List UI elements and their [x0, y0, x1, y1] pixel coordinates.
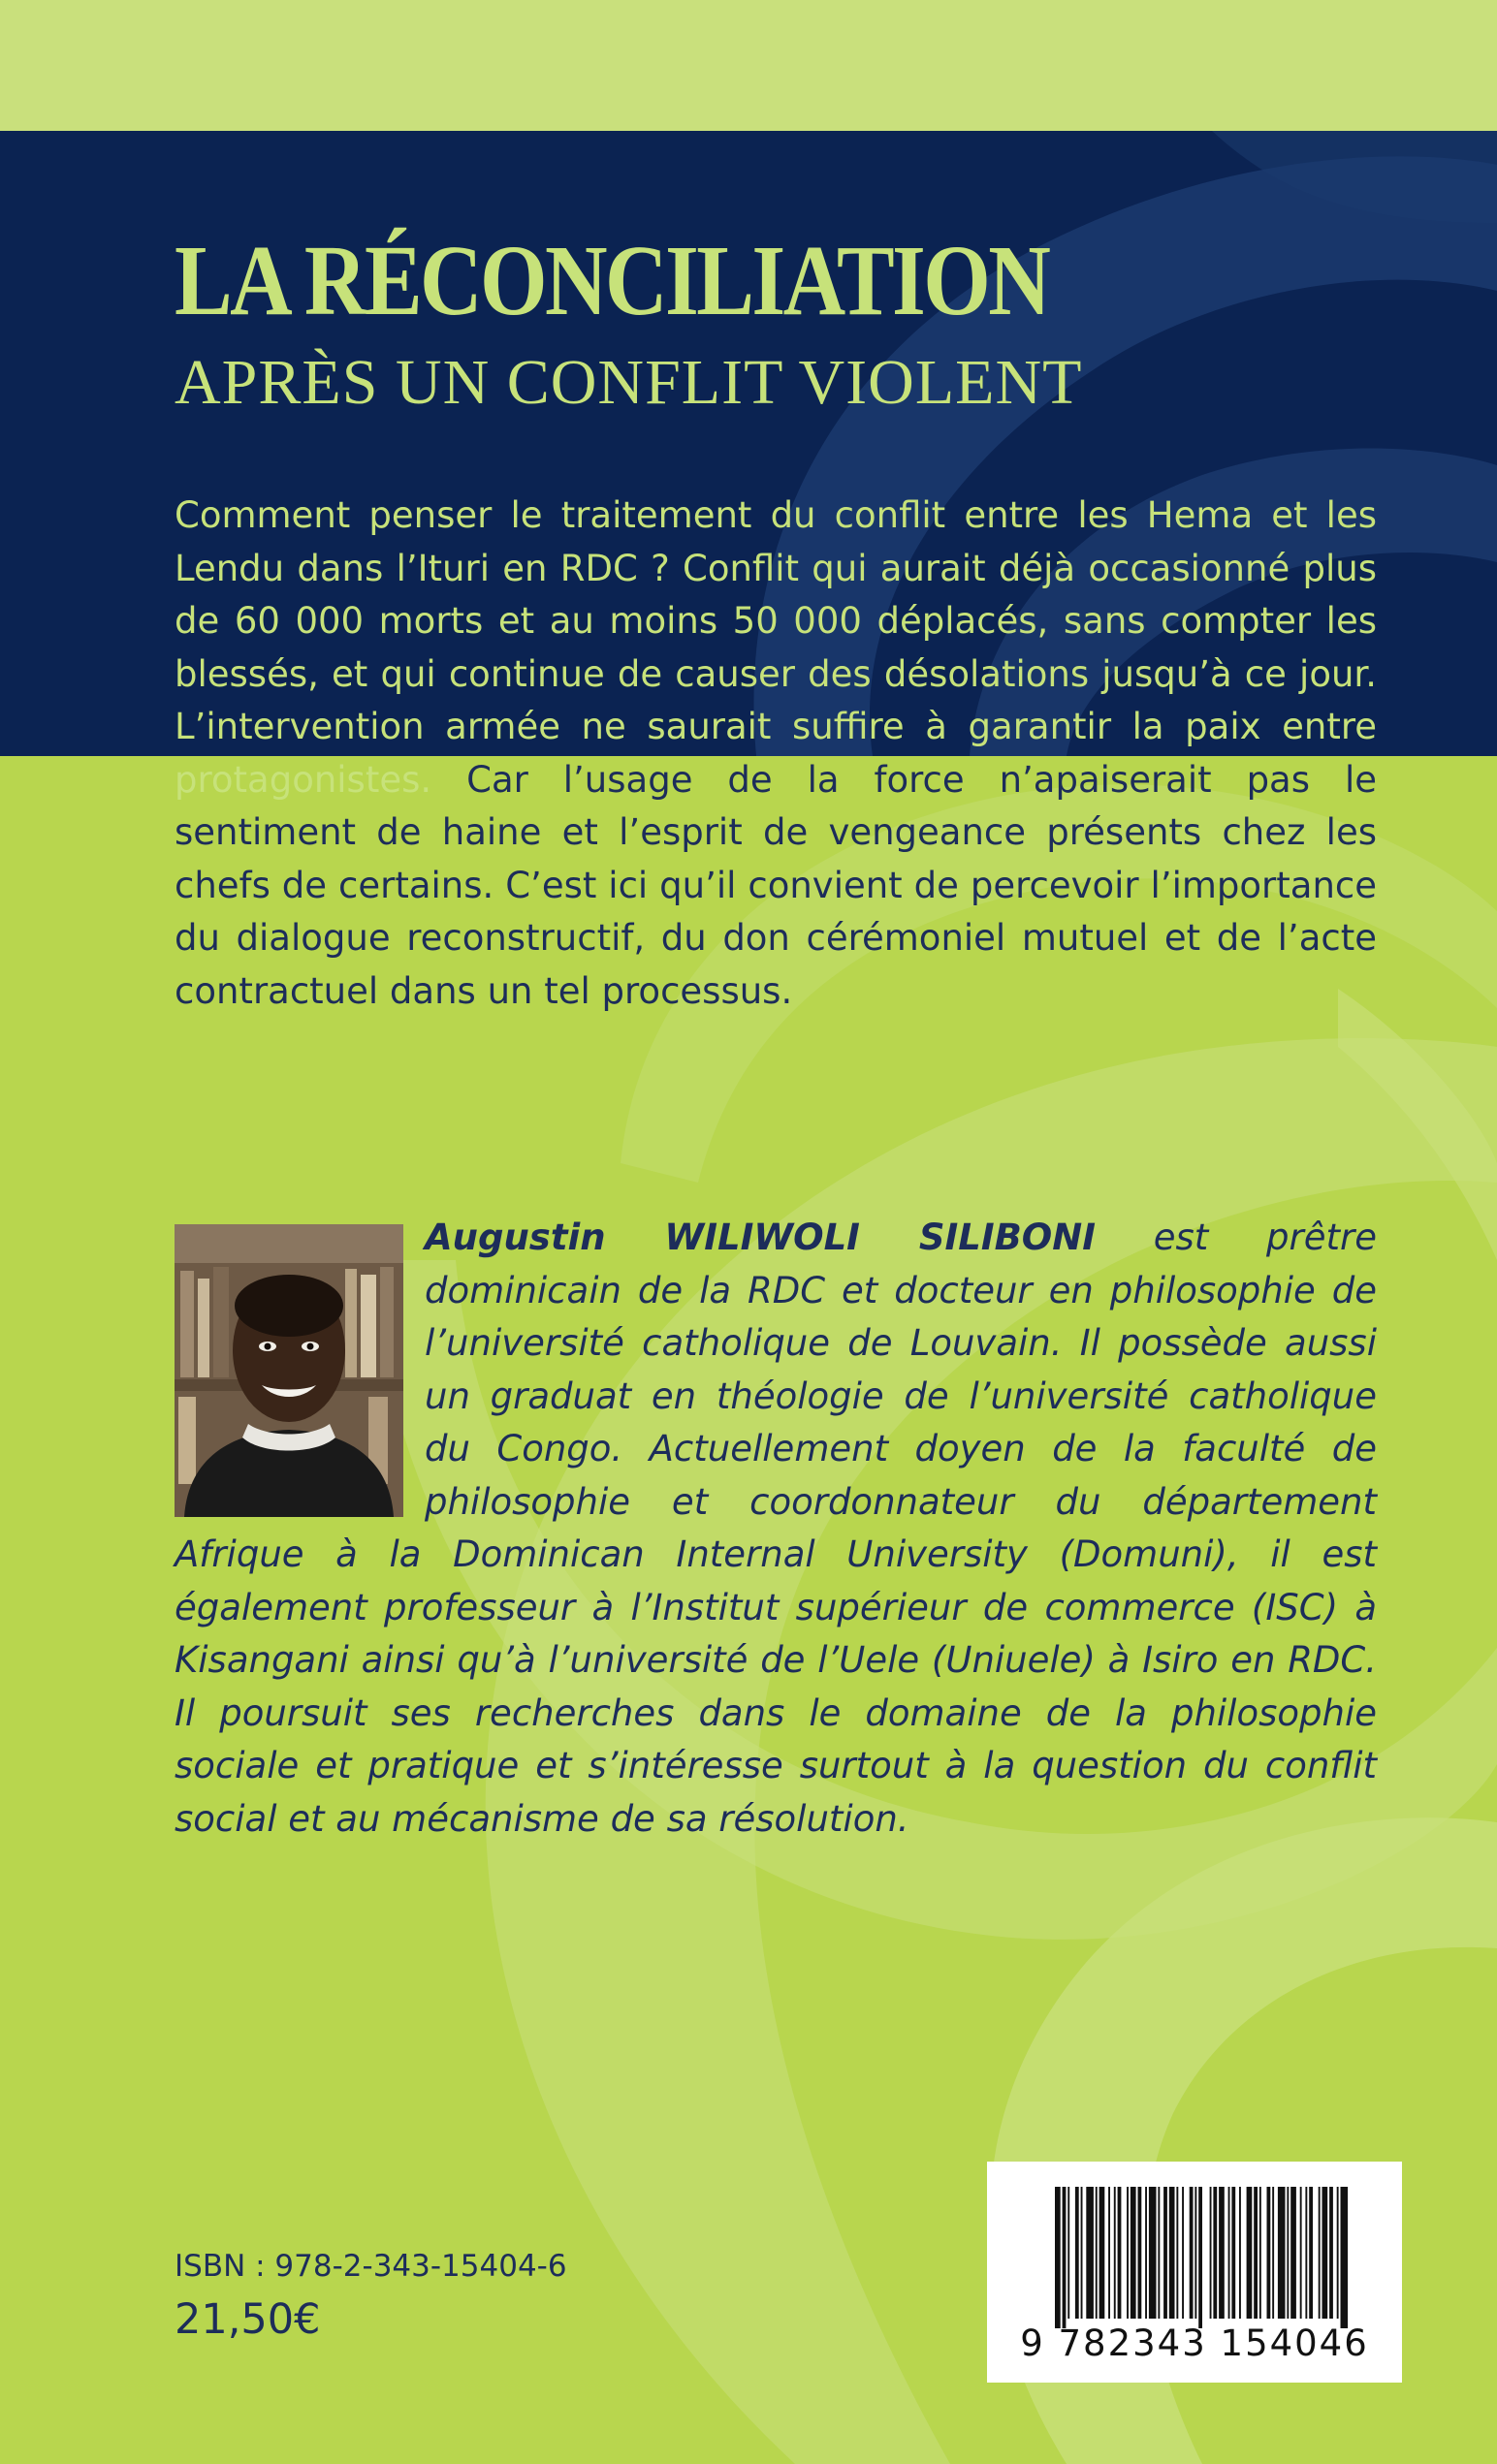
barcode	[987, 2162, 1402, 2383]
isbn-label: ISBN : 978-2-343-15404-6	[175, 2249, 567, 2284]
blurb-text-below-band: Car l’usage de la force n’apaiserait pas le sentiment de haine et l’esprit de vengeance présents chez les chefs de certains. C’est ici qu’il convient de percevoir l’importance du dialogue reconstructif, du don cérémoniel mutuel et de l’acte contractuel dans un tel processus.	[175, 758, 1377, 1012]
author-bio	[175, 1212, 1377, 1846]
blurb-text-on-band: Comment penser le traitement du conflit entre les Hema et les Lendu dans l’Ituri en RDC ? Conflit qui aurait déjà occasionné plus de 60 000 morts et au moins 50 000 déplacés, sans compter les blessés, et qui continue de causer des désolations jusqu’à ce jour. L’intervention armée ne saurait suffire à garantir la paix entre protagonistes.	[175, 494, 1377, 801]
author-name: Augustin WILIWOLI SILIBONI	[425, 1216, 1096, 1258]
author-bio-text: est prêtre dominicain de la RDC et docteur en philosophie de l’université catholique de Louvain. Il possède aussi un graduat en théologie de l’université catholique du Congo. Actuellement doyen de la faculté de philosophie et coordonnateur du département Afrique à la Dominican Internal University (Domuni), il est également professeur à l’Institut supérieur de commerce (ISC) à Kisangani ainsi qu’à l’université de l’Uele (Uniuele) à Isiro en RDC. Il poursuit ses recherches dans le domaine de la philosophie sociale et pratique et s’intéresse surtout à la question du conflit social et au mécanisme de sa résolution.	[175, 1216, 1377, 1840]
price-label: 21,50€	[175, 2295, 321, 2344]
book-title: LA RÉCONCILIATION	[175, 225, 1049, 336]
photo-spacer	[175, 1212, 425, 1502]
book-subtitle: APRÈS UN CONFLIT VIOLENT	[175, 347, 1083, 418]
barcode-digits: 9 782343 154046	[1020, 2322, 1369, 2364]
blurb-paragraph	[175, 490, 1377, 1018]
